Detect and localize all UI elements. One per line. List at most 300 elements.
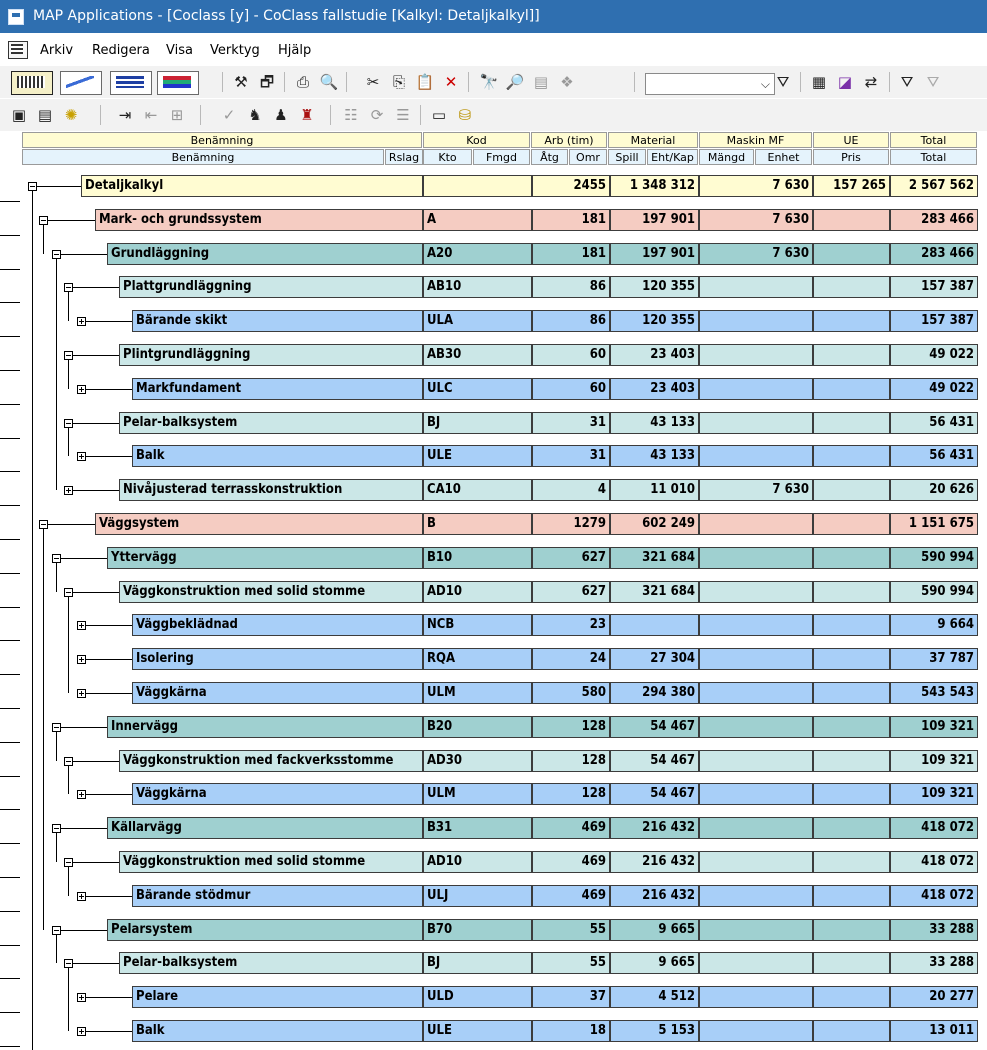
expand-icon[interactable] [77,892,86,901]
toolbar-main [0,66,987,98]
row-total[interactable]: 2 567 562 [890,175,978,197]
row-arb[interactable]: 23 [532,614,610,636]
row-kod[interactable]: AB30 [423,344,532,366]
row-total[interactable]: 590 994 [890,547,978,569]
row-material[interactable]: 216 432 [610,851,699,873]
refresh-icon[interactable]: ⟳ [370,106,384,124]
menu-verktyg[interactable]: Verktyg [210,43,260,58]
row-name[interactable]: Väggkärna [132,783,423,805]
row-kod[interactable]: AB10 [423,276,532,298]
print-preview-icon[interactable]: 🔍 [319,73,339,91]
row-kod[interactable]: A20 [423,243,532,265]
outdent-icon[interactable]: ⇤ [144,106,158,124]
row-kod[interactable]: RQA [423,648,532,670]
row-gutter-line [0,978,20,979]
row-maskin[interactable] [699,276,813,298]
row-gutter-line [0,911,20,912]
row-total[interactable]: 283 466 [890,243,978,265]
row-ue[interactable] [813,614,890,636]
collapse-icon[interactable] [64,588,73,597]
subheader-fmgd[interactable]: Fmgd [473,149,530,165]
row-name[interactable]: Yttervägg [107,547,423,569]
row-total[interactable]: 37 787 [890,648,978,670]
row-ue[interactable] [813,209,890,231]
row-material[interactable]: 23 403 [610,344,699,366]
row-arb[interactable]: 60 [532,344,610,366]
row-name[interactable]: Väggsystem [95,513,423,535]
row-material[interactable]: 602 249 [610,513,699,535]
row-name[interactable]: Balk [132,445,423,467]
row-ue[interactable] [813,783,890,805]
row-maskin[interactable] [699,919,813,941]
tree-connector [61,930,107,931]
filter-combo[interactable] [645,73,775,95]
header-benamning[interactable]: Benämning [22,132,422,148]
row-kod[interactable]: ULD [423,986,532,1008]
window-title: MAP Applications - [Coclass [y] - CoClass fallstudie [Kalkyl: Detaljkalkyl]] [33,8,540,24]
row-gutter-line [0,640,20,641]
row-maskin[interactable] [699,817,813,839]
row-arb[interactable]: 31 [532,412,610,434]
row-arb[interactable]: 55 [532,952,610,974]
row-material[interactable]: 11 010 [610,479,699,501]
collapse-icon[interactable] [28,182,37,191]
subheader-rslag[interactable]: Rslag [385,149,423,165]
row-material[interactable]: 5 153 [610,1020,699,1042]
row-total[interactable]: 418 072 [890,817,978,839]
row-kod[interactable]: NCB [423,614,532,636]
row-ue[interactable] [813,310,890,332]
filter-icon[interactable]: ⛛ [776,73,790,91]
cut-icon[interactable]: ✂ [366,73,380,91]
row-arb[interactable]: 2455 [532,175,610,197]
save-icon[interactable]: ▭ [431,106,447,124]
row-total[interactable]: 157 387 [890,276,978,298]
row-maskin[interactable] [699,750,813,772]
row-total[interactable]: 1 151 675 [890,513,978,535]
row-material[interactable]: 321 684 [610,581,699,603]
row-gutter-line [0,809,20,810]
row-ue[interactable] [813,1020,890,1042]
row-ue[interactable] [813,750,890,772]
expand-icon[interactable] [77,621,86,630]
header-ue[interactable]: UE [813,132,889,148]
menu-arkiv[interactable]: Arkiv [40,43,74,58]
row-ue[interactable] [813,547,890,569]
row-total[interactable]: 418 072 [890,885,978,907]
list-view-icon[interactable] [110,71,152,95]
row-name[interactable]: Källarvägg [107,817,423,839]
row-name[interactable]: Balk [132,1020,423,1042]
expand-icon[interactable] [77,993,86,1002]
filter-apply-icon[interactable]: ⛛ [900,73,914,91]
collapse-icon[interactable] [52,250,61,259]
tree-line [68,866,69,896]
row-material[interactable]: 321 684 [610,547,699,569]
row-ue[interactable] [813,919,890,941]
row-material[interactable]: 27 304 [610,648,699,670]
sheet-icon[interactable]: ▤ [37,106,53,124]
row-maskin[interactable] [699,310,813,332]
row-maskin[interactable]: 7 630 [699,175,813,197]
row-ue[interactable] [813,885,890,907]
row-kod[interactable]: B10 [423,547,532,569]
collapse-icon[interactable] [52,926,61,935]
row-ue[interactable] [813,851,890,873]
tree-line [56,562,57,592]
row-total[interactable]: 109 321 [890,750,978,772]
row-kod[interactable] [423,175,532,197]
tree-connector [86,693,132,694]
delete-icon[interactable]: ✕ [444,73,458,91]
row-maskin[interactable] [699,581,813,603]
row-maskin[interactable] [699,344,813,366]
collapse-icon[interactable] [64,283,73,292]
subheader-ehtkap[interactable]: Eht/Kap [647,149,698,165]
row-material[interactable]: 43 133 [610,412,699,434]
gantt-view-icon[interactable] [157,71,199,95]
collapse-icon[interactable] [64,959,73,968]
collapse-icon[interactable] [52,554,61,563]
row-total[interactable]: 418 072 [890,851,978,873]
chevron-down-icon[interactable]: ⌵ [760,77,770,91]
row-gutter-line [0,776,20,777]
row-kod[interactable]: AD10 [423,851,532,873]
transfer-icon[interactable]: ⇄ [864,73,878,91]
row-arb[interactable]: 37 [532,986,610,1008]
menu-hjalp[interactable]: Hjälp [278,43,312,58]
expand-icon[interactable] [64,486,73,495]
subheader-omr[interactable]: Omr [569,149,607,165]
toolbar-secondary [0,99,987,131]
tree-line [68,359,69,389]
row-arb[interactable]: 181 [532,243,610,265]
row-kod[interactable]: ULC [423,378,532,400]
row-arb[interactable]: 86 [532,310,610,332]
row-ue[interactable] [813,817,890,839]
row-total[interactable]: 109 321 [890,716,978,738]
row-name[interactable]: Isolering [132,648,423,670]
row-material[interactable]: 120 355 [610,276,699,298]
collapse-icon[interactable] [64,419,73,428]
tree-connector [73,862,119,863]
header-kod[interactable]: Kod [423,132,530,148]
row-ue[interactable] [813,479,890,501]
row-material[interactable]: 197 901 [610,243,699,265]
row-maskin[interactable] [699,378,813,400]
menu-bar [0,35,987,65]
row-kod[interactable]: AD10 [423,581,532,603]
grid-view-icon[interactable] [11,71,53,95]
row-name[interactable]: Plattgrundläggning [119,276,423,298]
row-name[interactable]: Bärande stödmur [132,885,423,907]
row-arb[interactable]: 4 [532,479,610,501]
row-maskin[interactable] [699,783,813,805]
row-name[interactable]: Detaljkalkyl [81,175,423,197]
row-name[interactable]: Väggkärna [132,682,423,704]
subheader-benamning[interactable]: Benämning [22,149,384,165]
structure-icon[interactable]: ⊞ [170,106,184,124]
row-kod[interactable]: B31 [423,817,532,839]
tools-icon[interactable]: ⚒ [234,73,248,91]
copy-icon[interactable]: ⎘ [392,73,405,91]
row-maskin[interactable] [699,952,813,974]
header-maskin[interactable]: Maskin MF [699,132,812,148]
people-icon[interactable]: ♞ [248,106,262,124]
color-icon[interactable]: ◪ [837,73,853,91]
row-maskin[interactable] [699,716,813,738]
row-arb[interactable]: 31 [532,445,610,467]
row-material[interactable] [610,614,699,636]
row-ue[interactable] [813,344,890,366]
group-icon[interactable]: ♟ [274,106,288,124]
subheader-enhet[interactable]: Enhet [755,149,812,165]
row-arb[interactable]: 469 [532,851,610,873]
row-total[interactable]: 56 431 [890,412,978,434]
row-name[interactable]: Mark- och grundssystem [95,209,423,231]
row-name[interactable]: Väggkonstruktion med fackverksstomme [119,750,423,772]
row-material[interactable]: 216 432 [610,885,699,907]
collapse-icon[interactable] [64,858,73,867]
row-material[interactable]: 4 512 [610,986,699,1008]
row-maskin[interactable]: 7 630 [699,243,813,265]
check-icon[interactable]: ✓ [222,106,236,124]
row-kod[interactable]: ULM [423,783,532,805]
menu-visa[interactable]: Visa [166,43,193,58]
row-arb[interactable]: 1279 [532,513,610,535]
row-name[interactable]: Väggkonstruktion med solid stomme [119,581,423,603]
row-total[interactable]: 590 994 [890,581,978,603]
document-menu-icon[interactable] [8,41,28,59]
row-gutter-line [0,877,20,878]
bulb-icon[interactable]: ✺ [64,106,78,124]
header-arb[interactable]: Arb (tim) [531,132,607,148]
catalog-icon[interactable]: ▦ [811,73,827,91]
window-icon[interactable]: ▣ [11,106,27,124]
row-maskin[interactable] [699,412,813,434]
row-total[interactable]: 49 022 [890,344,978,366]
row-arb[interactable]: 128 [532,783,610,805]
row-total[interactable]: 20 277 [890,986,978,1008]
row-ue[interactable] [813,682,890,704]
filter-clear-icon[interactable]: ⛛ [926,73,940,91]
row-material[interactable]: 9 665 [610,952,699,974]
row-material[interactable]: 9 665 [610,919,699,941]
tree-connector [86,321,132,322]
row-gutter-line [0,235,20,236]
row-kod[interactable]: CA10 [423,479,532,501]
paste-icon[interactable]: 📋 [415,73,435,91]
row-arb[interactable]: 18 [532,1020,610,1042]
expand-icon[interactable] [77,689,86,698]
subheader-pris[interactable]: Pris [813,149,889,165]
collapse-icon[interactable] [39,216,48,225]
subheader-spill[interactable]: Spill [608,149,646,165]
row-kod[interactable]: BJ [423,952,532,974]
row-gutter-line [0,674,20,675]
row-material[interactable]: 54 467 [610,783,699,805]
calculator-icon[interactable]: ▤ [533,73,549,91]
row-ue[interactable] [813,513,890,535]
row-name[interactable]: Grundläggning [107,243,423,265]
row-arb[interactable]: 469 [532,885,610,907]
expand-icon[interactable] [77,452,86,461]
row-gutter-line [0,302,20,303]
row-total[interactable]: 543 543 [890,682,978,704]
expand-icon[interactable] [77,1027,86,1036]
row-gutter-line [0,708,20,709]
row-material[interactable]: 216 432 [610,817,699,839]
row-maskin[interactable] [699,885,813,907]
row-kod[interactable]: ULA [423,310,532,332]
tree-line [68,765,69,795]
row-kod[interactable]: ULM [423,682,532,704]
subheader-atg[interactable]: Åtg [531,149,568,165]
properties-icon[interactable]: 🗗 [259,73,275,91]
row-kod[interactable]: BJ [423,412,532,434]
subheader-total[interactable]: Total [890,149,977,165]
expand-icon[interactable] [77,317,86,326]
row-arb[interactable]: 469 [532,817,610,839]
row-arb[interactable]: 580 [532,682,610,704]
header-material[interactable]: Material [608,132,698,148]
row-maskin[interactable] [699,445,813,467]
row-ue[interactable] [813,716,890,738]
row-kod[interactable]: B [423,513,532,535]
row-ue[interactable] [813,378,890,400]
row-arb[interactable]: 60 [532,378,610,400]
subheader-mangd[interactable]: Mängd [699,149,754,165]
row-kod[interactable]: AD30 [423,750,532,772]
collapse-icon[interactable] [39,520,48,529]
row-name[interactable]: Markfundament [132,378,423,400]
row-maskin[interactable]: 7 630 [699,209,813,231]
row-ue[interactable] [813,648,890,670]
row-ue[interactable] [813,276,890,298]
row-name[interactable]: Pelar-balksystem [119,412,423,434]
row-arb[interactable]: 55 [532,919,610,941]
row-arb[interactable]: 181 [532,209,610,231]
row-total[interactable]: 9 664 [890,614,978,636]
row-total[interactable]: 33 288 [890,952,978,974]
replace-icon[interactable]: 🔎 [505,73,525,91]
group-alert-icon[interactable]: ♜ [300,106,314,124]
row-ue[interactable] [813,952,890,974]
row-maskin[interactable] [699,547,813,569]
hierarchy-icon[interactable]: ☰ [396,106,410,124]
row-ue[interactable] [813,412,890,434]
row-name[interactable]: Pelar-balksystem [119,952,423,974]
row-kod[interactable]: ULJ [423,885,532,907]
row-material[interactable]: 23 403 [610,378,699,400]
row-material[interactable]: 294 380 [610,682,699,704]
row-name[interactable]: Bärande skikt [132,310,423,332]
row-total[interactable]: 13 011 [890,1020,978,1042]
row-material[interactable]: 1 348 312 [610,175,699,197]
find-icon[interactable]: 🔭 [479,73,499,91]
row-gutter-line [0,370,20,371]
tree-connector [86,997,132,998]
subheader-kto[interactable]: Kto [423,149,472,165]
row-maskin[interactable] [699,986,813,1008]
row-ue[interactable]: 157 265 [813,175,890,197]
row-name[interactable]: Innervägg [107,716,423,738]
expand-icon[interactable] [77,655,86,664]
row-kod[interactable]: A [423,209,532,231]
row-kod[interactable]: ULE [423,1020,532,1042]
row-total[interactable]: 109 321 [890,783,978,805]
row-total[interactable]: 283 466 [890,209,978,231]
row-total[interactable]: 157 387 [890,310,978,332]
row-ue[interactable] [813,986,890,1008]
row-name[interactable]: Väggbeklädnad [132,614,423,636]
row-total[interactable]: 56 431 [890,445,978,467]
tree-connector [86,625,132,626]
row-maskin[interactable] [699,648,813,670]
row-arb[interactable]: 24 [532,648,610,670]
row-arb[interactable]: 128 [532,716,610,738]
row-kod[interactable]: B20 [423,716,532,738]
menu-redigera[interactable]: Redigera [92,43,150,58]
chart-view-icon[interactable] [60,71,102,95]
tree-connector [86,794,132,795]
database-icon[interactable]: ⛁ [458,106,472,124]
collapse-icon[interactable] [52,824,61,833]
tree-connector [61,727,107,728]
collapse-icon[interactable] [64,757,73,766]
row-material[interactable]: 54 467 [610,716,699,738]
row-material[interactable]: 54 467 [610,750,699,772]
row-kod[interactable]: ULE [423,445,532,467]
row-total[interactable]: 33 288 [890,919,978,941]
print-icon[interactable]: ⎙ [296,73,309,91]
row-arb[interactable]: 86 [532,276,610,298]
row-material[interactable]: 120 355 [610,310,699,332]
row-maskin[interactable] [699,614,813,636]
collapse-icon[interactable] [52,723,61,732]
collapse-icon[interactable] [64,351,73,360]
expand-icon[interactable] [77,790,86,799]
row-arb[interactable]: 627 [532,547,610,569]
row-arb[interactable]: 627 [532,581,610,603]
row-name[interactable]: Väggkonstruktion med solid stomme [119,851,423,873]
row-maskin[interactable] [699,1020,813,1042]
row-maskin[interactable]: 7 630 [699,479,813,501]
row-name[interactable]: Pelarsystem [107,919,423,941]
row-ue[interactable] [813,243,890,265]
tag-icon[interactable]: ❖ [560,73,574,91]
row-material[interactable]: 43 133 [610,445,699,467]
row-total[interactable]: 20 626 [890,479,978,501]
row-maskin[interactable] [699,851,813,873]
layers-icon[interactable]: ☷ [344,106,358,124]
row-ue[interactable] [813,581,890,603]
indent-icon[interactable]: ⇥ [118,106,132,124]
row-total[interactable]: 49 022 [890,378,978,400]
row-material[interactable]: 197 901 [610,209,699,231]
row-maskin[interactable] [699,682,813,704]
row-gutter-line [0,404,20,405]
row-arb[interactable]: 128 [532,750,610,772]
row-kod[interactable]: B70 [423,919,532,941]
row-name[interactable]: Nivåjusterad terrasskonstruktion [119,479,423,501]
row-ue[interactable] [813,445,890,467]
row-name[interactable]: Pelare [132,986,423,1008]
row-name[interactable]: Plintgrundläggning [119,344,423,366]
expand-icon[interactable] [77,385,86,394]
row-maskin[interactable] [699,513,813,535]
header-total[interactable]: Total [890,132,977,148]
